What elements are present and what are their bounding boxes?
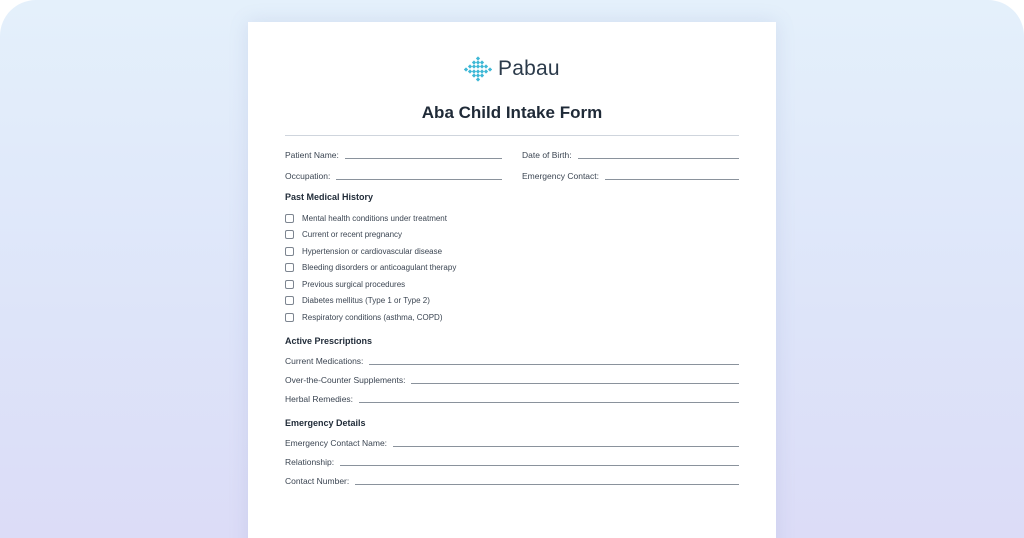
checklist-item-label: Mental health conditions under treatment	[302, 213, 447, 223]
current-medications-field[interactable]	[285, 352, 739, 366]
emergency-contact-field[interactable]	[522, 167, 739, 181]
checklist-item-label: Current or recent pregnancy	[302, 229, 403, 239]
occupation-field[interactable]	[285, 167, 502, 181]
emergency-contact-name-label: Emergency Contact Name:	[285, 438, 388, 448]
emergency-contact-name-line[interactable]	[393, 446, 739, 447]
checklist-item[interactable]	[285, 212, 447, 224]
checklist-item[interactable]	[285, 294, 430, 306]
date-of-birth-line[interactable]	[578, 158, 739, 159]
checklist-item-label: Diabetes mellitus (Type 1 or Type 2)	[302, 295, 430, 305]
checkbox[interactable]	[285, 247, 294, 256]
checklist-item[interactable]	[285, 261, 456, 273]
title-divider	[285, 135, 739, 136]
herbal-remedies-field[interactable]	[285, 390, 739, 404]
herbal-remedies-label: Herbal Remedies:	[285, 394, 354, 404]
checklist-item-label: Bleeding disorders or anticoagulant therapy	[302, 262, 457, 272]
emergency-contact-label: Emergency Contact:	[522, 171, 600, 181]
otc-supplements-line[interactable]	[411, 383, 739, 384]
checklist-item[interactable]	[285, 228, 402, 240]
patient-name-field[interactable]	[285, 146, 502, 160]
emergency-contact-name-field[interactable]	[285, 434, 739, 448]
checklist-item[interactable]	[285, 311, 443, 323]
patient-name-label: Patient Name:	[285, 150, 339, 160]
brand-logo	[464, 56, 560, 82]
checklist-item[interactable]	[285, 278, 405, 290]
occupation-line[interactable]	[336, 179, 502, 180]
emergency-contact-line[interactable]	[605, 179, 739, 180]
contact-number-line[interactable]	[355, 484, 739, 485]
checkbox[interactable]	[285, 280, 294, 289]
checkbox[interactable]	[285, 313, 294, 322]
occupation-label: Occupation:	[285, 171, 331, 181]
contact-number-label: Contact Number:	[285, 476, 350, 486]
checkbox[interactable]	[285, 296, 294, 305]
current-medications-line[interactable]	[369, 364, 739, 365]
pabau-diamond-logo-icon	[464, 56, 492, 82]
checklist-item-label: Respiratory conditions (asthma, COPD)	[302, 312, 443, 322]
date-of-birth-field[interactable]	[522, 146, 739, 160]
brand-name: Pabau	[498, 57, 560, 80]
checkbox[interactable]	[285, 214, 294, 223]
relationship-field[interactable]	[285, 453, 739, 467]
patient-name-line[interactable]	[345, 158, 502, 159]
checklist-item[interactable]	[285, 245, 442, 257]
emergency-details-heading: Emergency Details	[285, 418, 366, 428]
checklist-item-label: Previous surgical procedures	[302, 279, 406, 289]
contact-number-field[interactable]	[285, 472, 739, 486]
current-medications-label: Current Medications:	[285, 356, 364, 366]
checklist-item-label: Hypertension or cardiovascular disease	[302, 246, 443, 256]
relationship-line[interactable]	[340, 465, 739, 466]
date-of-birth-label: Date of Birth:	[522, 150, 572, 160]
active-prescriptions-heading: Active Prescriptions	[285, 336, 373, 346]
otc-supplements-field[interactable]	[285, 371, 739, 385]
otc-supplements-label: Over-the-Counter Supplements:	[285, 375, 406, 385]
past-medical-history-heading: Past Medical History	[285, 192, 374, 202]
intake-form-sheet	[248, 22, 776, 538]
checkbox[interactable]	[285, 230, 294, 239]
form-title: Aba Child Intake Form	[421, 103, 603, 122]
relationship-label: Relationship:	[285, 457, 335, 467]
herbal-remedies-line[interactable]	[359, 402, 739, 403]
checkbox[interactable]	[285, 263, 294, 272]
